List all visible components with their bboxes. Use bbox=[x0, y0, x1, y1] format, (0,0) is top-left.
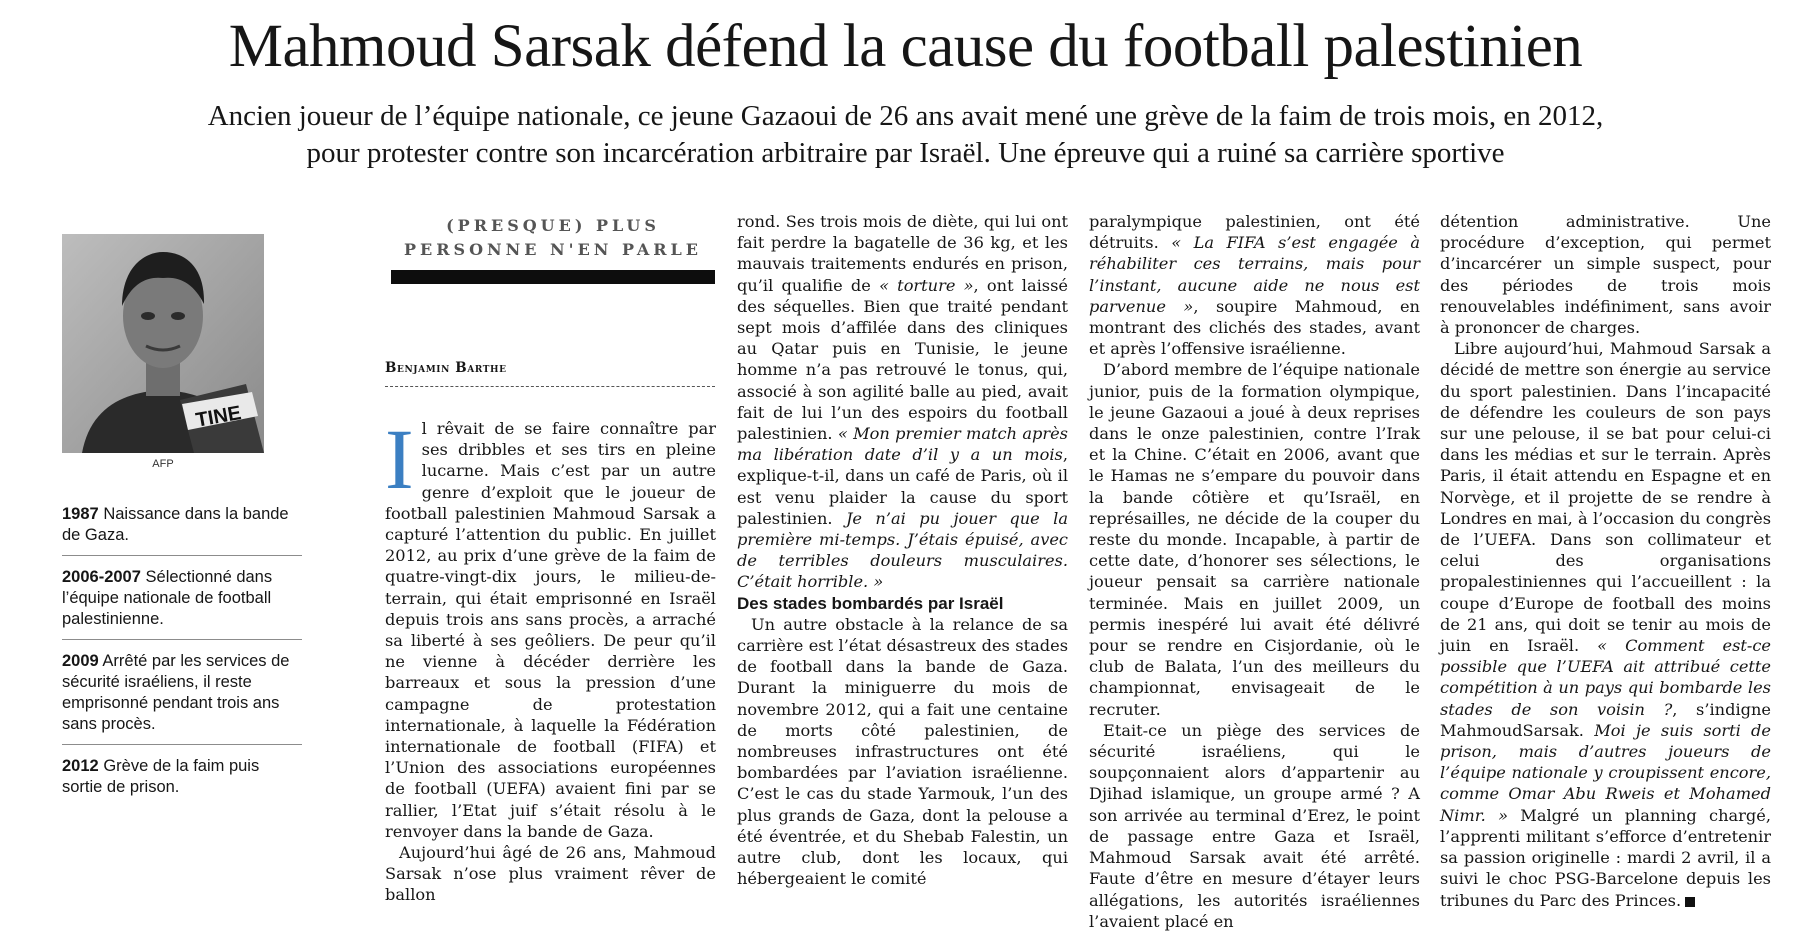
end-mark bbox=[1685, 897, 1695, 907]
timeline-entry bbox=[62, 502, 302, 556]
quote: Je n’ai pu jouer que la première mi-temps. J’étais épuisé, avec de terribles douleurs musculaires. C’était horrible. » bbox=[737, 508, 1068, 592]
subhead: Des stades bombardés par Israël bbox=[737, 593, 1004, 613]
paragraph: D’abord membre de l’équipe nationale junior, puis de la formation olympique, le jeune Gazaoui a joué à deux reprises dans le onze palestinien, contre l’Irak et la Chine. C’était en 2006, avant que le Hamas ne s’empare du pouvoir dans la bande côtière et qu’Israël, en représailles, ne décide de la couper du reste du monde. Incapable, à partir de cette date, d’honorer ses sélections, le joueur pensait sa carrière nationale terminée. Mais en juillet 2009, un permis inespéré lui avait été délivré pour se rendre en Cisjordanie, où le club de Balata, l’un des meilleurs du championnat, envisageait de le recruter. bbox=[1089, 360, 1420, 719]
deck-line: pour protester contre son incarcération arbitraire par Israël. Une épreuve qui a ruiné sa carrière sportive bbox=[306, 137, 1505, 169]
timeline-text: Grève de la faim puis sortie de prison. bbox=[62, 757, 260, 796]
paragraph bbox=[1089, 211, 1420, 359]
timeline-entry bbox=[62, 565, 302, 640]
jersey-text: TINE bbox=[194, 402, 243, 432]
paragraph-text: rond. Ses trois mois de diète, qui lui ont fait perdre la bagatelle de 36 kg, et les mauvais traitements endurés en prison, qu’il qualifie de bbox=[737, 212, 1068, 295]
paragraph-text: , ont laissé des séquelles. Bien que traité pendant sept mois d’affilée dans des cliniques au Qatar puis en Tunisie, le jeune homme n’a pas retrouvé le tonus, qui, associé à son agilité balle au pied, avait fait de lui l’un des espoirs du football palestinien. bbox=[737, 275, 1069, 444]
paragraph-text: , soupire Mahmoud, en montrant des clichés des stades, avant et après l’offensive israélienne. bbox=[1089, 296, 1420, 359]
timeline-entry bbox=[62, 649, 302, 745]
paragraph bbox=[385, 411, 716, 842]
deck-line: Ancien joueur de l’équipe nationale, ce jeune Gazaoui de 26 ans avait mené une grève de la faim de trois mois, en 2012, bbox=[207, 100, 1604, 132]
quote: « Mon premier match après ma libération date d’il y a un mois bbox=[737, 424, 1068, 465]
portrait-illustration bbox=[62, 234, 264, 453]
drop-cap: I bbox=[385, 411, 414, 507]
quote: Moi je suis sorti de prison, mais d’autres joueurs de l’équipe nationale y croupissent encore, comme Omar Abu Rweis et Mohamed Nimr. » bbox=[1440, 720, 1772, 825]
paragraph: détention administrative. Une procédure d’exception, qui permet d’incarcérer un simple suspect, pour des périodes de trois mois renouvelables indéfiniment, sans avoir à prononcer de charges. bbox=[1440, 212, 1771, 338]
body-column-4 bbox=[1440, 211, 1771, 911]
byline-divider bbox=[385, 386, 715, 387]
headline: Mahmoud Sarsak défend la cause du football palestinien bbox=[228, 13, 1583, 80]
paragraph-text: paralympique palestinien, ont été détruits. bbox=[1089, 212, 1420, 253]
body-column-1 bbox=[385, 411, 716, 906]
paragraph-text: , explique-t-il, dans un café de Paris, où il est venu plaider la cause du sport palestinien. bbox=[737, 445, 1068, 528]
quote: « Comment est-ce possible que l’UEFA ait attribué cette compétition à un pays qui bombarde les stades de son voisin ? bbox=[1440, 636, 1772, 719]
timeline-text: Naissance dans la bande de Gaza. bbox=[62, 505, 289, 544]
paragraph bbox=[1440, 338, 1771, 910]
paragraph-text: Malgré un planning chargé, l’apprenti militant s’efforce d’entretenir sa passion originelle : mardi 2 avril, il a suivi le choc PSG-Barcelone depuis les tribunes du Parc des Princes. bbox=[1440, 805, 1771, 910]
paragraph: Etait-ce un piège des services de sécurité israéliens, qui le soupçonnaient alors d’appartenir au Djihad islamique, un groupe armé ? A son arrivée au terminal d’Erez, le point de passage entre Gaza et Israël, Mahmoud Sarsak avait été arrêté. Faute d’être en mesure d’étayer leurs allégations, les autorités israéliennes l’avaient placé en bbox=[1089, 720, 1420, 931]
paragraph: Un autre obstacle à la relance de sa carrière est l’état désastreux des stades de football dans la bande de Gaza. Durant la miniguerre du mois de novembre 2012, qui a fait une centaine de morts côté palestinien, de nombreuses infrastructures ont été bombardées par l’aviation israélienne. C’est le cas du stade Yarmouk, l’un des plus grands de Gaza, dont la pelouse a été éventrée, et du Shebab Falestin, un autre club, dont les locaux, qui hébergeaient le comité bbox=[737, 614, 1068, 889]
paragraph-text: l rêvait de se faire connaître par ses dribbles et ses tirs en pleine lucarne. Mais c’est par un autre genre d’exploit que le joueur de football palestinien Mahmoud Sarsak a capturé l’attention du public. En juillet 2012, au prix d’une grève de la faim de quatre-vingt-dix jours, le milieu-de-terrain, qui était emprisonné en Israël depuis trois ans sans procès, a arraché sa liberté à ses geôliers. De peur qu’il ne vienne à décéder derrière les barreaux et sous la pression d’une campagne de protestation internationale, à laquelle la Fédération internationale de football (FIFA) et l’Union des associations européennes de football (UEFA) avaient fini par se rallier, l’Etat juif s’était résolu à le renvoyer dans la bande de Gaza. bbox=[385, 419, 716, 841]
paragraph-text: , s’indigne MahmoudSarsak. bbox=[1440, 699, 1771, 740]
timeline-entry bbox=[62, 754, 302, 807]
kicker-bar bbox=[391, 270, 715, 284]
timeline-text: Arrêté par les services de sécurité israéliens, il reste emprisonné pendant trois ans sans procès. bbox=[62, 652, 290, 733]
paragraph-text: Libre aujourd’hui, Mahmoud Sarsak a décidé de mettre son énergie au service du sport palestinien. Dans l’incapacité de défendre les couleurs de son pays sur une pelouse, il se bat pour celui-ci dans les médias et sur le terrain. Après Paris, il était attendu en Espagne et en Norvège, et il projette de se rendre à Londres en mai, à l’occasion du congrès de l’UEFA. Dans son collimateur et celui des organisations propalestiniennes qui l’accueillent : la coupe d’Europe de football des moins de 21 ans, qui doit se tenir au mois de juin en Israël. bbox=[1440, 339, 1771, 656]
timeline-year: 2009 bbox=[62, 652, 99, 670]
timeline-year: 1987 bbox=[62, 505, 99, 523]
paragraph bbox=[737, 211, 1068, 593]
kicker: (PRESQUE) PLUS PERSONNE N'EN PARLE bbox=[404, 216, 702, 259]
body-column-2 bbox=[737, 211, 1068, 890]
byline: Benjamin Barthe bbox=[385, 360, 507, 376]
timeline-text: Sélectionné dans l’équipe nationale de football palestinienne. bbox=[62, 568, 273, 628]
body-column-3 bbox=[1089, 211, 1420, 932]
paragraph: Aujourd’hui âgé de 26 ans, Mahmoud Sarsak n’ose plus vraiment rêver de ballon bbox=[385, 843, 716, 905]
timeline bbox=[62, 502, 302, 816]
quote: « La FIFA s’est engagée à réhabiliter ces terrains, mais pour l’instant, aucune aide ne nous est parvenue » bbox=[1089, 233, 1420, 316]
portrait-photo bbox=[62, 234, 264, 453]
quote: « torture » bbox=[879, 275, 974, 295]
deck bbox=[60, 98, 1751, 172]
timeline-year: 2006-2007 bbox=[62, 568, 141, 586]
photo-credit: AFP bbox=[152, 458, 174, 470]
timeline-year: 2012 bbox=[62, 757, 99, 775]
